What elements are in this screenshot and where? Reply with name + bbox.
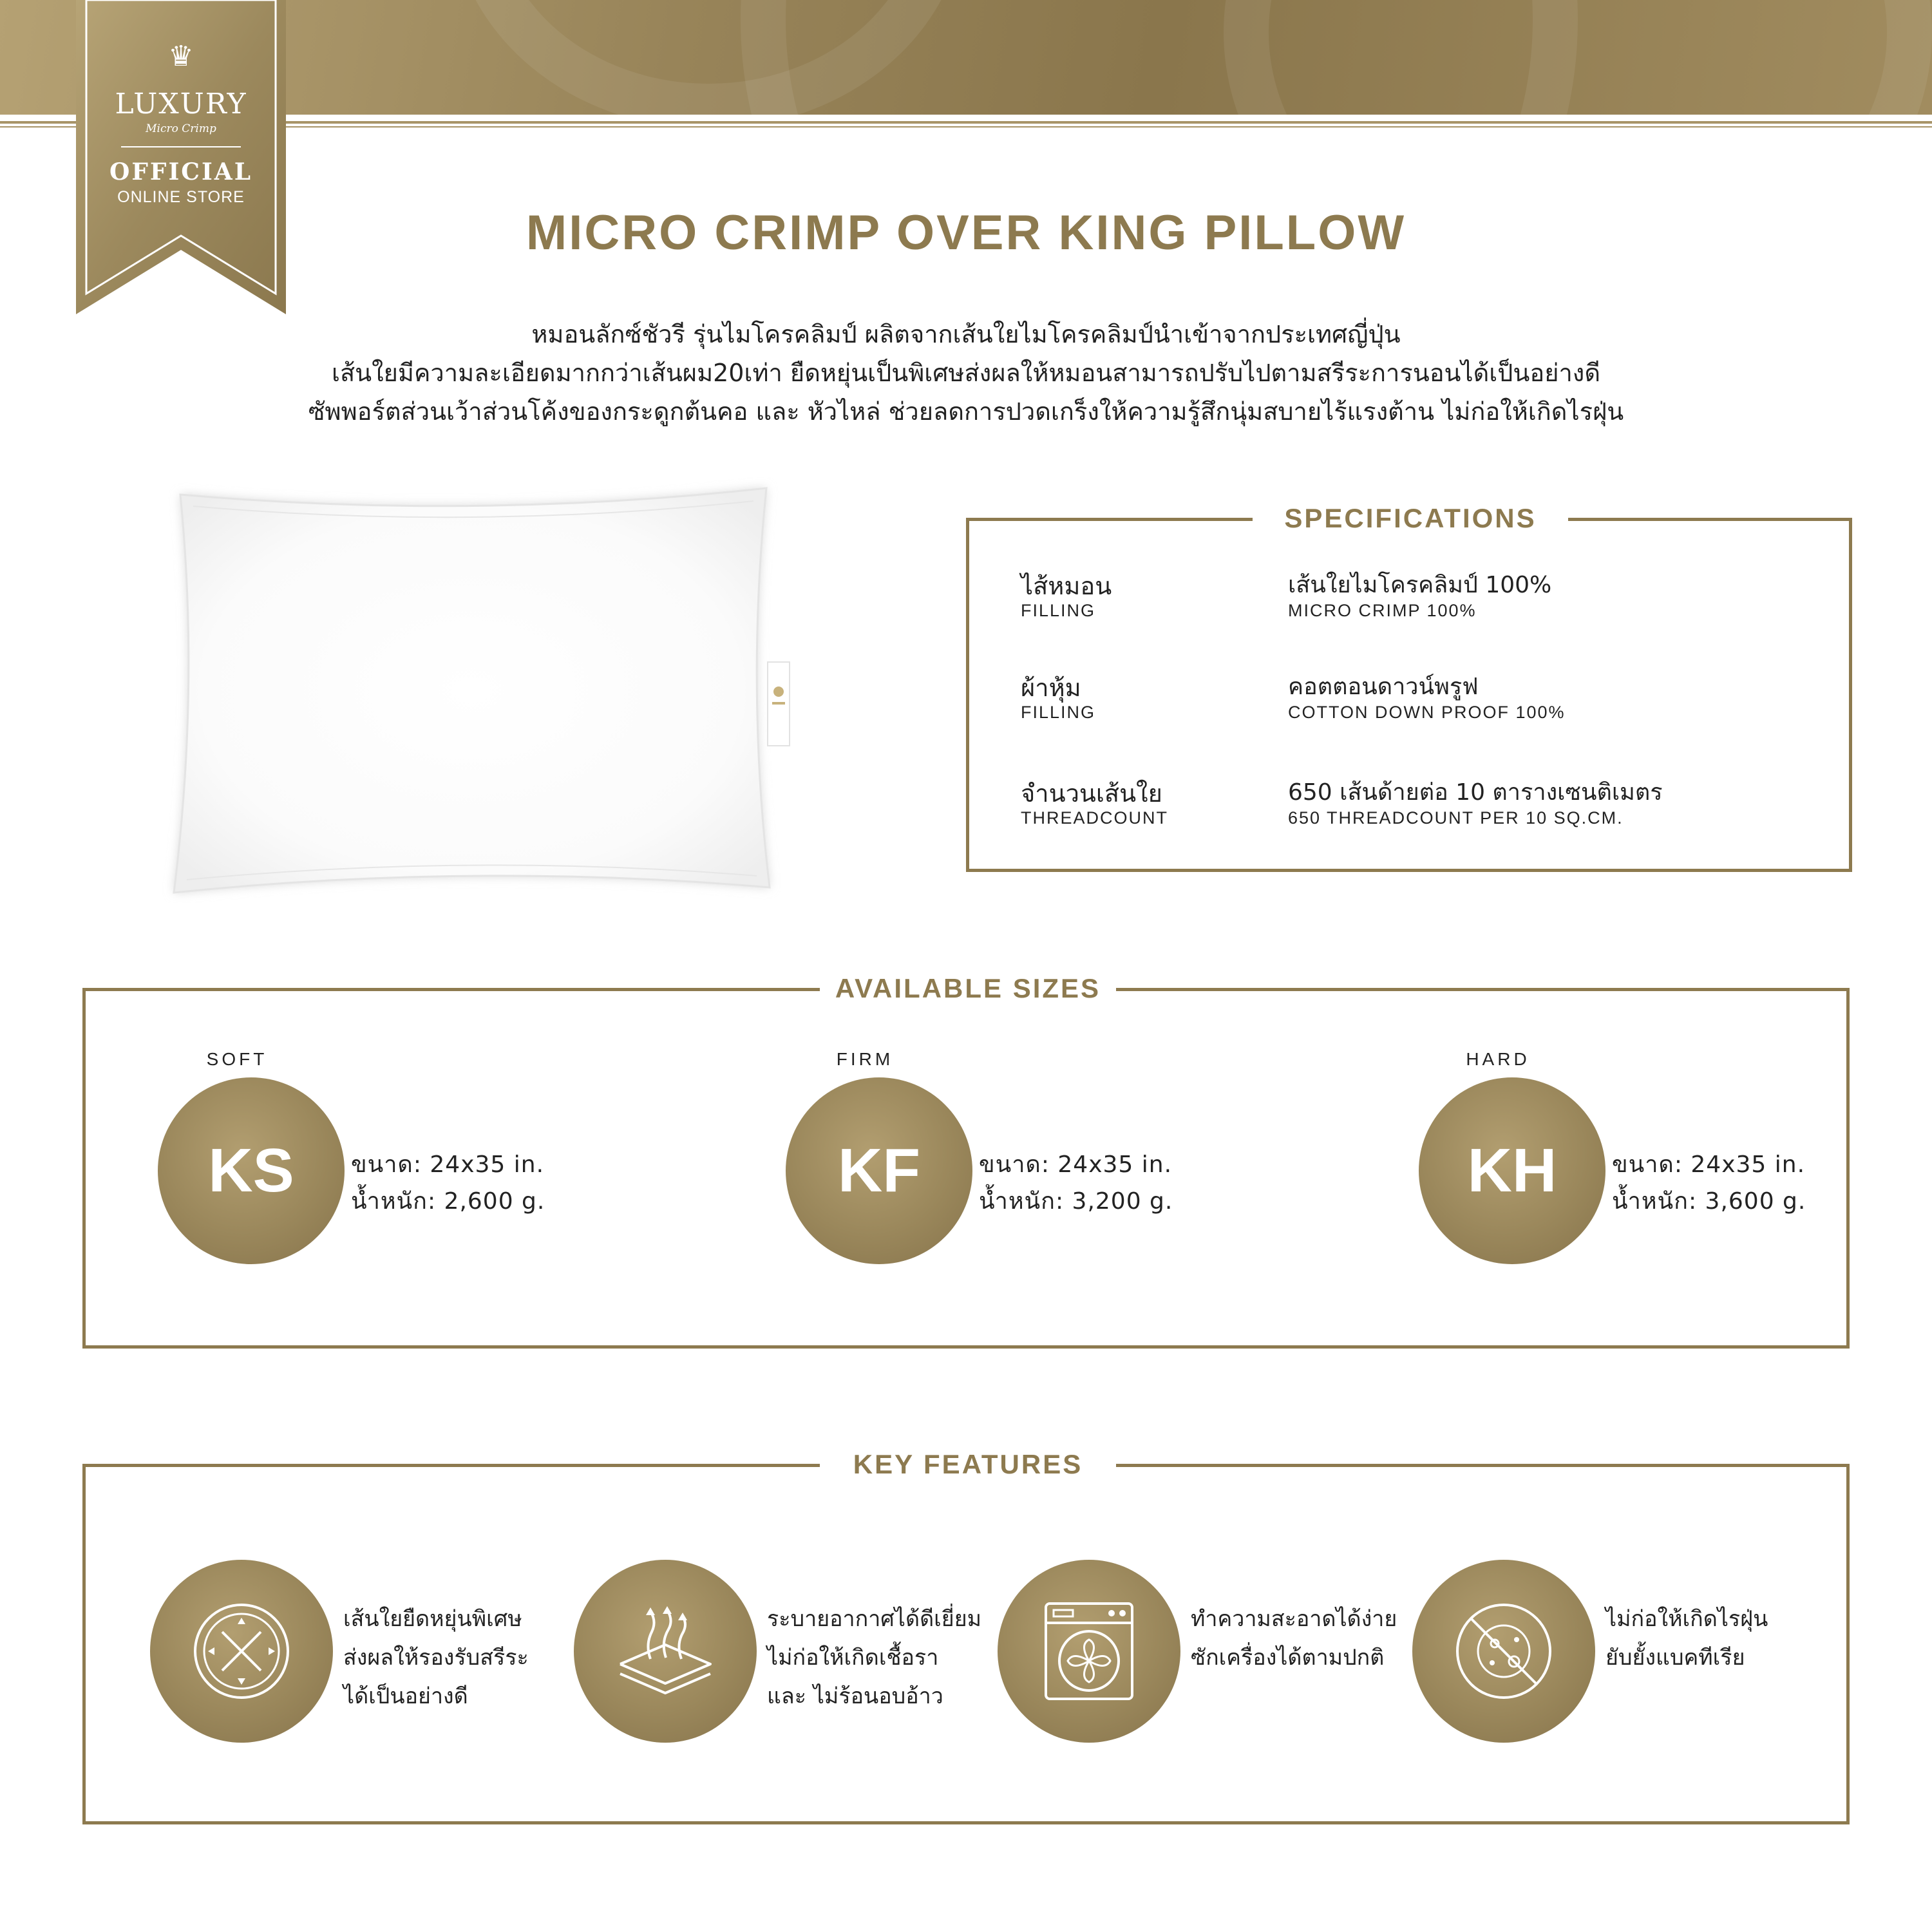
header-divider: [0, 121, 1932, 124]
description-line: ซัพพอร์ตส่วนเว้าส่วนโค้งของกระดูกต้นคอ และ หัวไหล่ ช่วยลดการปวดเกร็งให้ความรู้สึกนุ่มสบายไร้แรงต้าน ไม่ก่อให้เกิดไรฝุ่น: [308, 397, 1624, 426]
description-line: หมอนลักซ์ชัวรี รุ่นไมโครคลิมป์ ผลิตจากเส้นใยไมโครคลิมป์นำเข้าจากประเทศญี่ปุ่น: [531, 320, 1401, 348]
brand-ribbon: [76, 0, 286, 314]
feature-text: เส้นใยยืดหยุ่นพิเศษ: [343, 1606, 522, 1632]
spec-label-th: จำนวนเส้นใย: [1021, 779, 1162, 808]
spec-label-en: FILLING: [1021, 601, 1096, 620]
spec-value-th: คอตตอนดาวน์พรูฟ: [1288, 674, 1479, 700]
brand-name: LUXURY: [115, 88, 247, 120]
spec-label-en: FILLING: [1021, 703, 1096, 722]
key-features-panel: [82, 1449, 1850, 1824]
feature-text: ได้เป็นอย่างดี: [343, 1683, 468, 1709]
feature-text: ซักเครื่องได้ตามปกติ: [1191, 1645, 1385, 1671]
feature-text: ไม่ก่อให้เกิดไรฝุ่น: [1605, 1606, 1768, 1632]
size-option-soft: [124, 1049, 575, 1268]
size-grade: HARD: [1466, 1049, 1530, 1069]
feature-text: ทำความสะอาดได้ง่าย: [1191, 1606, 1397, 1632]
feature-item: [1412, 1560, 1824, 1753]
size-option-hard: [1385, 1049, 1836, 1268]
size-grade: FIRM: [836, 1049, 894, 1069]
size-weight: น้ำหนัก: 2,600 g.: [351, 1188, 545, 1215]
anti-dust-mite-icon: [1452, 1600, 1555, 1703]
spec-value-th: เส้นใยไมโครคลิมป์ 100%: [1288, 572, 1552, 598]
spec-value-th: 650 เส้นด้ายต่อ 10 ตารางเซนติเมตร: [1288, 779, 1663, 806]
size-weight: น้ำหนัก: 3,600 g.: [1612, 1188, 1806, 1215]
size-option-firm: [752, 1049, 1203, 1268]
key-features-title: KEY FEATURES: [820, 1445, 1116, 1484]
official-label: OFFICIAL: [109, 158, 253, 185]
size-dimension: ขนาด: 24x35 in.: [351, 1151, 545, 1178]
online-store-label: ONLINE STORE: [117, 188, 245, 206]
elastic-fiber-icon: [190, 1600, 293, 1703]
spec-value-en: 650 THREADCOUNT PER 10 SQ.CM.: [1288, 808, 1624, 828]
spec-label-th: ผ้าหุ้ม: [1021, 674, 1081, 702]
size-dimension: ขนาด: 24x35 in.: [1612, 1151, 1806, 1178]
specifications-title: SPECIFICATIONS: [1253, 499, 1568, 538]
spec-value-en: MICRO CRIMP 100%: [1288, 601, 1477, 620]
size-code-badge: KH: [1419, 1077, 1605, 1264]
specifications-panel: [966, 503, 1852, 872]
size-code-badge: KF: [786, 1077, 972, 1264]
header-swirl-decoration: [1224, 0, 1932, 115]
feature-text: ไม่ก่อให้เกิดเชื้อรา: [767, 1645, 939, 1671]
airflow-icon: [611, 1600, 720, 1703]
spec-label-en: THREADCOUNT: [1021, 808, 1168, 828]
feature-text: ส่งผลให้รองรับสรีระ: [343, 1645, 529, 1671]
available-sizes-panel: [82, 973, 1850, 1349]
spec-label-th: ไส้หมอน: [1021, 572, 1112, 600]
pillow-image: [155, 475, 792, 903]
feature-text: ยับยั้งแบคทีเรีย: [1605, 1645, 1745, 1671]
header-divider: [0, 126, 1932, 128]
washing-machine-icon: [1041, 1600, 1137, 1703]
size-grade: SOFT: [206, 1049, 268, 1069]
crown-icon: ♛: [168, 40, 194, 73]
description-line: เส้นใยมีความละเอียดมากกว่าเส้นผม20เท่า ยืดหยุ่นเป็นพิเศษส่งผลให้หมอนสามารถปรับไปตามสรีระการนอนได้เป็นอย่างดี: [331, 359, 1601, 387]
feature-item: [574, 1560, 986, 1753]
size-weight: น้ำหนัก: 3,200 g.: [979, 1188, 1173, 1215]
page-title: MICRO CRIMP OVER KING PILLOW: [526, 205, 1406, 260]
header-band: [0, 0, 1932, 115]
feature-item: [998, 1560, 1410, 1753]
available-sizes-title: AVAILABLE SIZES: [820, 969, 1116, 1008]
brand-subtitle: Micro Crimp: [146, 122, 216, 135]
size-dimension: ขนาด: 24x35 in.: [979, 1151, 1173, 1178]
feature-item: [150, 1560, 562, 1753]
feature-text: และ ไม่ร้อนอบอ้าว: [767, 1683, 943, 1709]
spec-value-en: COTTON DOWN PROOF 100%: [1288, 703, 1566, 722]
size-code-badge: KS: [158, 1077, 345, 1264]
feature-text: ระบายอากาศได้ดีเยี่ยม: [767, 1606, 982, 1632]
